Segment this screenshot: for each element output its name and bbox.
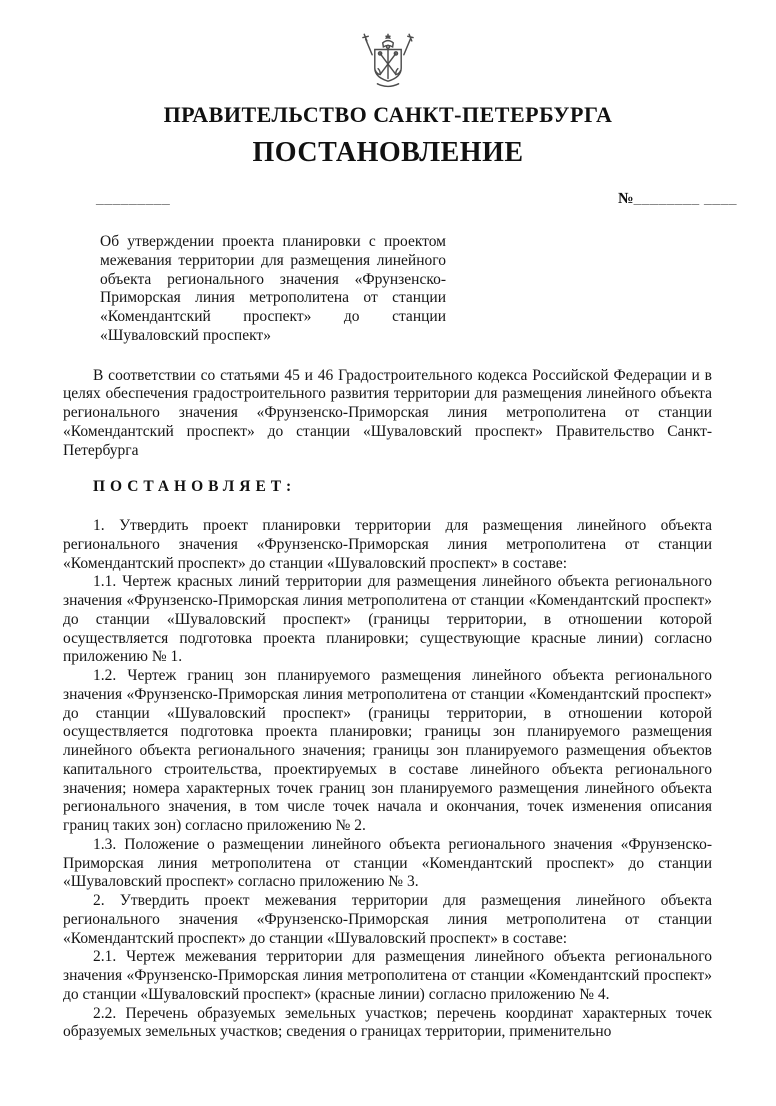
clause-1: 1. Утвердить проект планировки территории для размещения линейного объекта регионального значения «Фрунзенско-Приморская линия метрополитена от станции «Комендантский проспект» до станции «Шуваловский проспект» в составе: (63, 517, 712, 572)
authority-name: ПРАВИТЕЛЬСТВО САНКТ-ПЕТЕРБУРГА (163, 102, 613, 127)
clause-2-1: 2.1. Чертеж межевания территории для размещения линейного объекта регионального значения «Фрунзенско-Приморская линия метрополитена от станции «Комендантский проспект» до станции «Шуваловский проспект» (красные линии) согласно приложению № 4. (63, 948, 712, 1003)
number-field (618, 190, 737, 208)
document-body (63, 233, 712, 1042)
clause-2: 2. Утвердить проект межевания территории для размещения линейного объекта регионального значения «Фрунзенско-Приморская линия метрополитена от станции «Комендантский проспект» до станции «Шуваловский проспект» в составе: (63, 892, 712, 947)
date-number-row (63, 190, 737, 208)
document-type-title: ПОСТАНОВЛЕНИЕ (252, 137, 524, 168)
number-sign: № (618, 190, 634, 207)
resolves-heading: ПОСТАНОВЛЯЕТ: (93, 478, 297, 496)
number-placeholder-line: ________ ____ (633, 190, 737, 207)
clauses-list (63, 517, 712, 1042)
preamble-paragraph: В соответствии со статьями 45 и 46 Градостроительного кодекса Российской Федерации и в целях обеспечения градостроительного развития территории для размещения линейного объекта регионального значения «Фрунзенско-Приморская линия метрополитена от станции «Комендантский проспект» до станции «Шуваловский проспект» Правительство Санкт-Петербурга (63, 366, 712, 459)
clause-1-1: 1.1. Чертеж красных линий территории для размещения линейного объекта регионального значения «Фрунзенско-Приморская линия метрополитена от станции «Комендантский проспект» до станции «Шуваловский проспект» (границы территории, в отношении которой осуществляется подготовка проекта планировки; существующие красные линии) согласно приложению № 1. (63, 573, 712, 666)
coat-of-arms-icon (0, 0, 776, 96)
clause-1-3: 1.3. Положение о размещении линейного объекта регионального значения «Фрунзенско-Приморская линия метрополитена от станции «Комендантский проспект» до станции «Шуваловский проспект» согласно приложению № 3. (63, 835, 712, 891)
clause-2-2: 2.2. Перечень образуемых земельных участков; перечень координат характерных точек образуемых земельных участков; сведения о границах территории, применительно (63, 1004, 712, 1041)
date-placeholder-line: _________ (96, 190, 171, 207)
clause-1-2: 1.2. Чертеж границ зон планируемого размещения линейного объекта регионального значения «Фрунзенско-Приморская линия метрополитена от станции «Комендантский проспект» до станции «Шуваловский проспект» (границы территории, в отношении которой осуществляется подготовка проекта планировки; границы зон планируемого размещения линейного объекта регионального значения; границы зон планируемого размещения объектов капитального строительства, проектируемых в составе линейного объекта регионального значения; номера характерных точек границ зон планируемого размещения линейного объекта регионального значения, в том числе точек начала и окончания, точек изменения описания границ таких зон) согласно приложению № 2. (63, 667, 712, 834)
document-subject: Об утверждении проекта планировки с проектом межевания территории для размещения линейного объекта регионального значения «Фрунзенско-Приморская линия метрополитена от станции «Комендантский проспект» до станции «Шуваловский проспект» (100, 233, 446, 344)
